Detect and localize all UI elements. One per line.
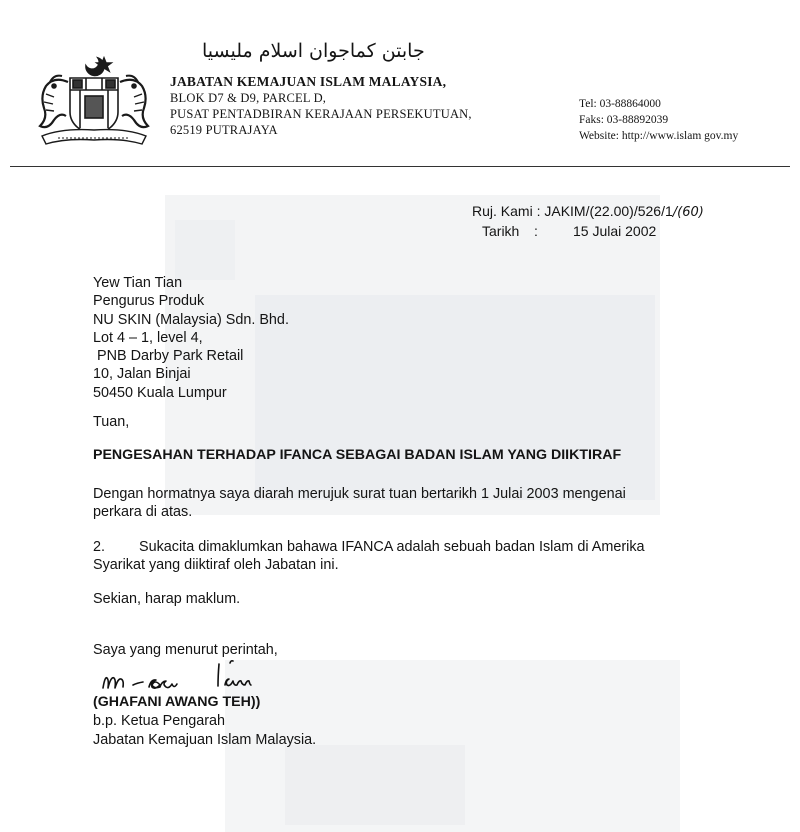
website: Website: http://www.islam gov.my: [579, 130, 739, 142]
recipient-line: 10, Jalan Binjai: [93, 366, 191, 383]
show-through-shadow: [285, 745, 465, 825]
address-line: BLOK D7 & D9, PARCEL D,: [170, 91, 327, 105]
paragraph-line: Syarikat yang diiktiraf oleh Jabatan ini.: [93, 557, 339, 573]
closing-remark: Sekian, harap maklum.: [93, 591, 241, 607]
telephone: Tel: 03-88864000: [579, 98, 661, 110]
department-address: [170, 90, 472, 138]
recipient-line: Pengurus Produk: [93, 293, 205, 310]
address-line: 62519 PUTRAJAYA: [170, 123, 278, 137]
paragraph-line: perkara di atas.: [93, 504, 193, 520]
date-row: [472, 222, 704, 241]
paragraph-2: [93, 538, 645, 574]
signatory-department: Jabatan Kemajuan Islam Malaysia.: [93, 732, 317, 748]
fax: Faks: 03-88892039: [579, 114, 669, 126]
paragraph-line: Dengan hormatnya saya diarah merujuk surat tuan bertarikh 1 Julai 2003 mengenai: [93, 486, 626, 502]
reference-number: JAKIM/(22.00)/526/1: [544, 203, 673, 219]
recipient-line: Lot 4 – 1, level 4,: [93, 329, 203, 346]
reference-number-row: [472, 202, 704, 222]
recipient-line: 50450 Kuala Lumpur: [93, 384, 227, 401]
contact-block: [579, 96, 738, 144]
recipient-line: Yew Tian Tian: [93, 275, 183, 291]
letter-date: 15 Julai 2002: [573, 223, 657, 239]
show-through-shadow: [255, 295, 655, 500]
address-line: PUSAT PENTADBIRAN KERAJAAN PERSEKUTUAN,: [170, 107, 472, 121]
subject-heading: PENGESAHAN TERHADAP IFANCA SEBAGAI BADAN ISLAM YANG DIIKTIRAF: [93, 447, 622, 463]
signatory-name: (GHAFANI AWANG TEH)): [93, 694, 261, 710]
handwritten-signature: [99, 658, 279, 694]
signoff-line: Saya yang menurut perintah,: [93, 642, 278, 658]
recipient-line: NU SKIN (Malaysia) Sdn. Bhd.: [93, 311, 289, 328]
letterhead-divider: [10, 166, 790, 167]
paragraph-line: Sukacita dimaklumkan bahawa IFANCA adalah sebuah badan Islam di Amerika: [139, 539, 645, 555]
reference-label: Ruj. Kami :: [472, 203, 541, 219]
signatory-position: b.p. Ketua Pengarah: [93, 713, 226, 729]
recipient-address: [93, 274, 289, 402]
show-through-shadow: [175, 220, 235, 280]
paragraph-number: 2.: [93, 539, 106, 555]
salutation: Tuan,: [93, 414, 130, 430]
recipient-line: PNB Darby Park Retail: [93, 348, 244, 365]
department-name-jawi: جابتن كماجوان اسلام مليسيا: [202, 40, 425, 62]
department-name: JABATAN KEMAJUAN ISLAM MALAYSIA,: [170, 74, 447, 89]
reference-block: [472, 202, 704, 241]
handwritten-reference-suffix: /(60): [672, 205, 704, 220]
paragraph-1: [93, 485, 626, 521]
date-separator: :: [534, 223, 538, 239]
date-label: Tarikh: [482, 223, 520, 239]
coat-of-arms-icon: [28, 52, 160, 152]
